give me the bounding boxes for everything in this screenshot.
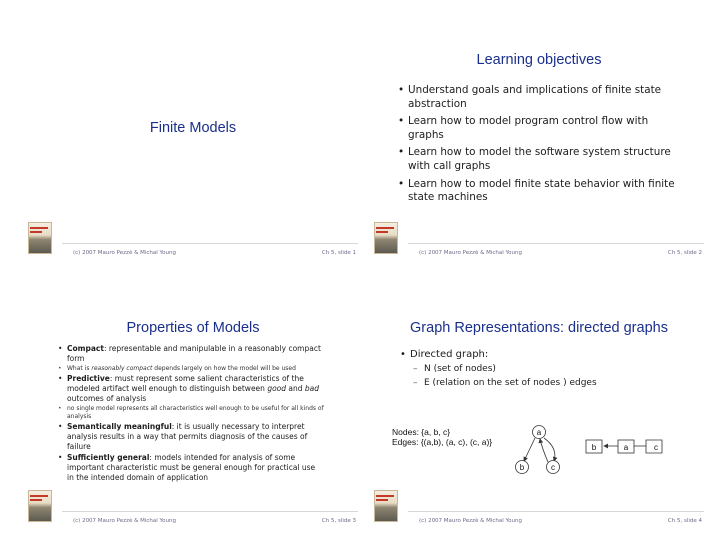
sub-item: • What is reasonably compact depends largely on how the model will be used <box>58 365 324 373</box>
list-item: • Learn how to model the software system structure with call graphs <box>398 146 678 173</box>
slide-title: Finite Models <box>149 120 237 136</box>
footer-copyright: (c) 2007 Mauro Pezzè & Michal Young <box>419 518 522 524</box>
slide-footer <box>28 511 358 533</box>
sub-item: • no single model represents all characteristics well enough to be useful for all kinds of analysis <box>58 405 324 421</box>
sub-item: – E (relation on the set of nodes ) edges <box>400 376 680 390</box>
slide-title: Graph Representations: directed graphs <box>410 320 668 336</box>
list-item: • Learn how to model program control flow with graphs <box>398 115 678 142</box>
edges-line: Edges: {(a,b), (a, c), (c, a)} <box>392 437 493 447</box>
footer-slide-number: Ch 5, slide 1 <box>321 250 356 256</box>
list-item: • Understand goals and implications of finite state abstraction <box>398 84 678 111</box>
svg-text:c: c <box>654 443 658 452</box>
list-item: • Compact: representable and manipulable in a reasonably compact form <box>58 344 324 364</box>
slide-footer <box>28 243 358 265</box>
list-item: • Semantically meaningful: it is usually necessary to interpret analysis results in a way that permits diagnosis of the causes of failure <box>58 422 324 452</box>
svg-text:c: c <box>551 463 555 472</box>
footer-slide-number: Ch 5, slide 4 <box>667 518 702 524</box>
edge-a-c <box>544 438 555 461</box>
sub-item: – N (set of nodes) <box>400 362 680 376</box>
slide-2 <box>374 10 704 270</box>
svg-text:b: b <box>591 443 597 452</box>
graph-node <box>533 426 546 439</box>
list-item: • Directed graph: <box>400 348 680 362</box>
slide-title: Properties of Models <box>126 320 260 336</box>
list-item: • Predictive: must represent some salient characteristics of the modeled artifact well enough to distinguish between good and bad outcomes of analysis <box>58 374 324 404</box>
edge-c-a <box>540 439 548 462</box>
objective-list <box>398 84 678 209</box>
graph-node <box>516 461 529 474</box>
footer-copyright: (c) 2007 Mauro Pezzè & Michal Young <box>419 250 522 256</box>
slide-footer <box>374 243 704 265</box>
directed-graph-diagram <box>374 278 704 508</box>
footer-copyright: (c) 2007 Mauro Pezzè & Michal Young <box>73 250 176 256</box>
nodes-line: Nodes: {a, b, c} <box>392 427 451 437</box>
slide-4 <box>374 278 704 538</box>
slide-1 <box>28 10 358 270</box>
svg-text:a: a <box>536 428 542 437</box>
slide-title: Learning objectives <box>476 52 602 68</box>
edge-a-b <box>524 438 535 461</box>
slide-3 <box>28 278 358 538</box>
list-item: • Sufficiently general: models intended for analysis of some important characteristic must be general enough for practical use in the intended domain of application <box>58 453 324 483</box>
footer-copyright: (c) 2007 Mauro Pezzè & Michal Young <box>73 518 176 524</box>
svg-text:b: b <box>519 463 525 472</box>
svg-text:a: a <box>623 443 629 452</box>
properties-list <box>58 344 324 484</box>
footer-slide-number: Ch 5, slide 3 <box>321 518 356 524</box>
footer-slide-number: Ch 5, slide 2 <box>667 250 702 256</box>
graph-node <box>547 461 560 474</box>
list-item: • Learn how to model finite state behavior with finite state machines <box>398 178 678 205</box>
slide-footer <box>374 511 704 533</box>
